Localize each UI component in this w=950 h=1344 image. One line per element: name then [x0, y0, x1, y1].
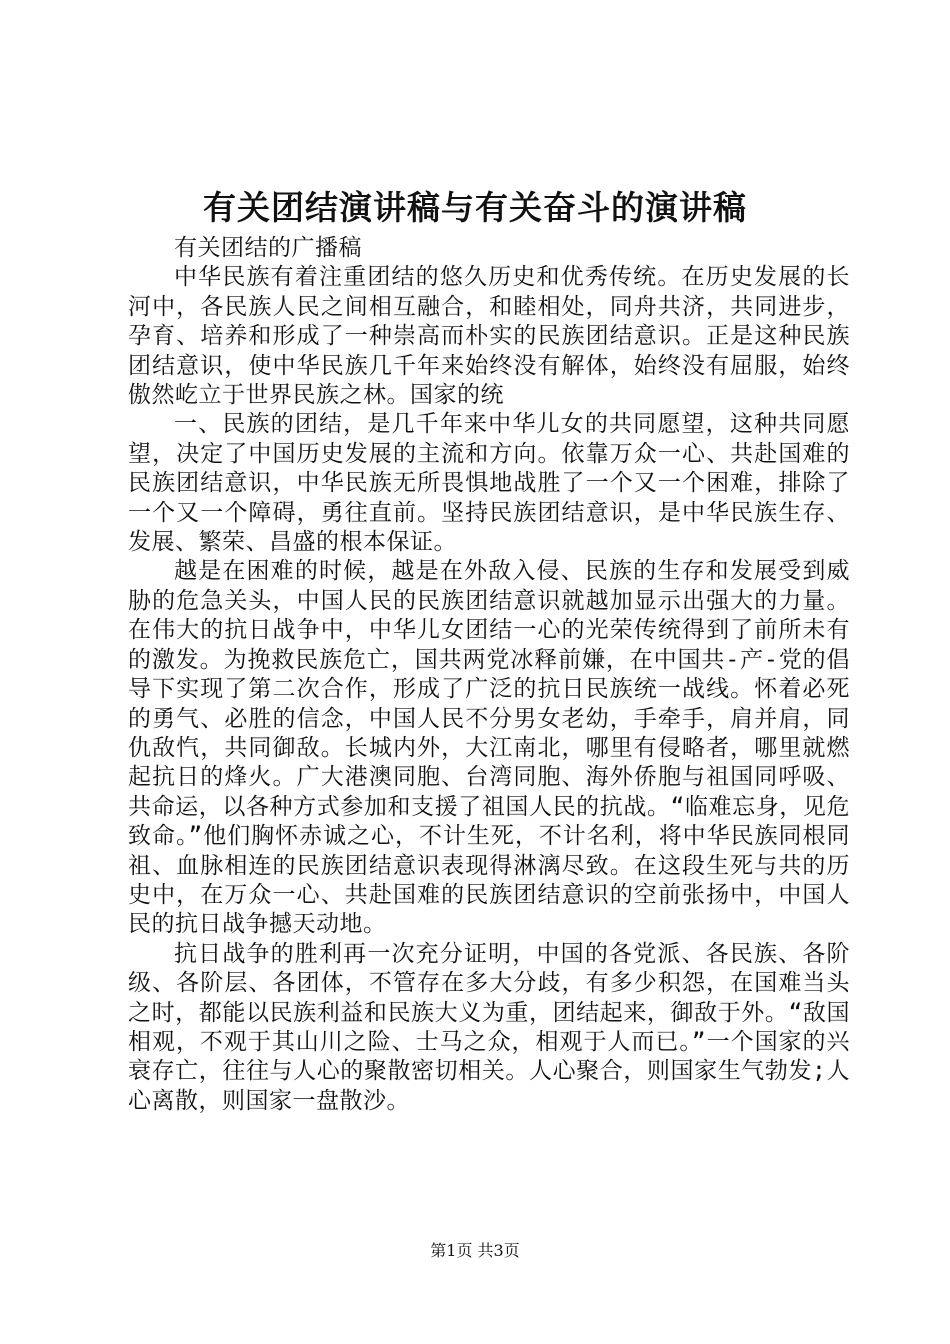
page-number-footer: 第1页 共3页 [430, 1241, 520, 1260]
document-subtitle: 有关团结的广播稿 [174, 235, 362, 261]
document-title: 有关团结演讲稿与有关奋斗的演讲稿 [203, 188, 747, 227]
paragraph-3: 越是在困难的时候，越是在外敌入侵、民族的生存和发展受到威胁的危急关头，中国人民的民族团结意识就越加显示出强大的力量。在伟大的抗日战争中，中华儿女团结一心的光荣传统得到了前所未有的激发。为挽救民族危亡，国共两党冰释前嫌，在中国共-产-党的倡导下实现了第二次合作，形成了广泛的抗日民族统一战线。怀着必死的勇气、必胜的信念，中国人民不分男女老幼，手牵手，肩并肩，同仇敌忾，共同御敌。长城内外，大江南北，哪里有侵略者，哪里就燃起抗日的烽火。广大港澳同胞、台湾同胞、海外侨胞与祖国同呼吸、共命运，以各种方式参加和支援了祖国人民的抗战。“临难忘身，见危致命。”他们胸怀赤诚之心，不计生死，不计名利，将中华民族同根同祖、血脉相连的民族团结意识表现得淋漓尽致。在这段生死与共的历史中，在万众一心、共赴国难的民族团结意识的空前张扬中，中国人民的抗日战争撼天动地。 [128, 558, 850, 938]
paragraph-1: 中华民族有着注重团结的悠久历史和优秀传统。在历史发展的长河中，各民族人民之间相互融合，和睦相处，同舟共济，共同进步，孕育、培养和形成了一种崇高而朴实的民族团结意识。正是这种民族团结意识，使中华民族几千年来始终没有解体，始终没有屈服，始终傲然屹立于世界民族之林。国家的统 [128, 264, 850, 409]
document-body [128, 234, 850, 1116]
paragraph-4: 抗日战争的胜利再一次充分证明，中国的各党派、各民族、各阶级、各阶层、各团体，不管存在多大分歧，有多少积怨，在国难当头之时，都能以民族利益和民族大义为重，团结起来，御敌于外。“敌国相观，不观于其山川之险、士马之众，相观于人而已。”一个国家的兴衰存亡，往往与人心的聚散密切相关。人心聚合，则国家生气勃发;人心离散，则国家一盘散沙。 [128, 940, 850, 1114]
paragraph-2: 一、民族的团结，是几千年来中华儿女的共同愿望，这种共同愿望，决定了中国历史发展的主流和方向。依靠万众一心、共赴国难的民族团结意识，中华民族无所畏惧地战胜了一个又一个困难，排除了一个又一个障碍，勇往直前。坚持民族团结意识，是中华民族生存、发展、繁荣、昌盛的根本保证。 [128, 411, 850, 556]
